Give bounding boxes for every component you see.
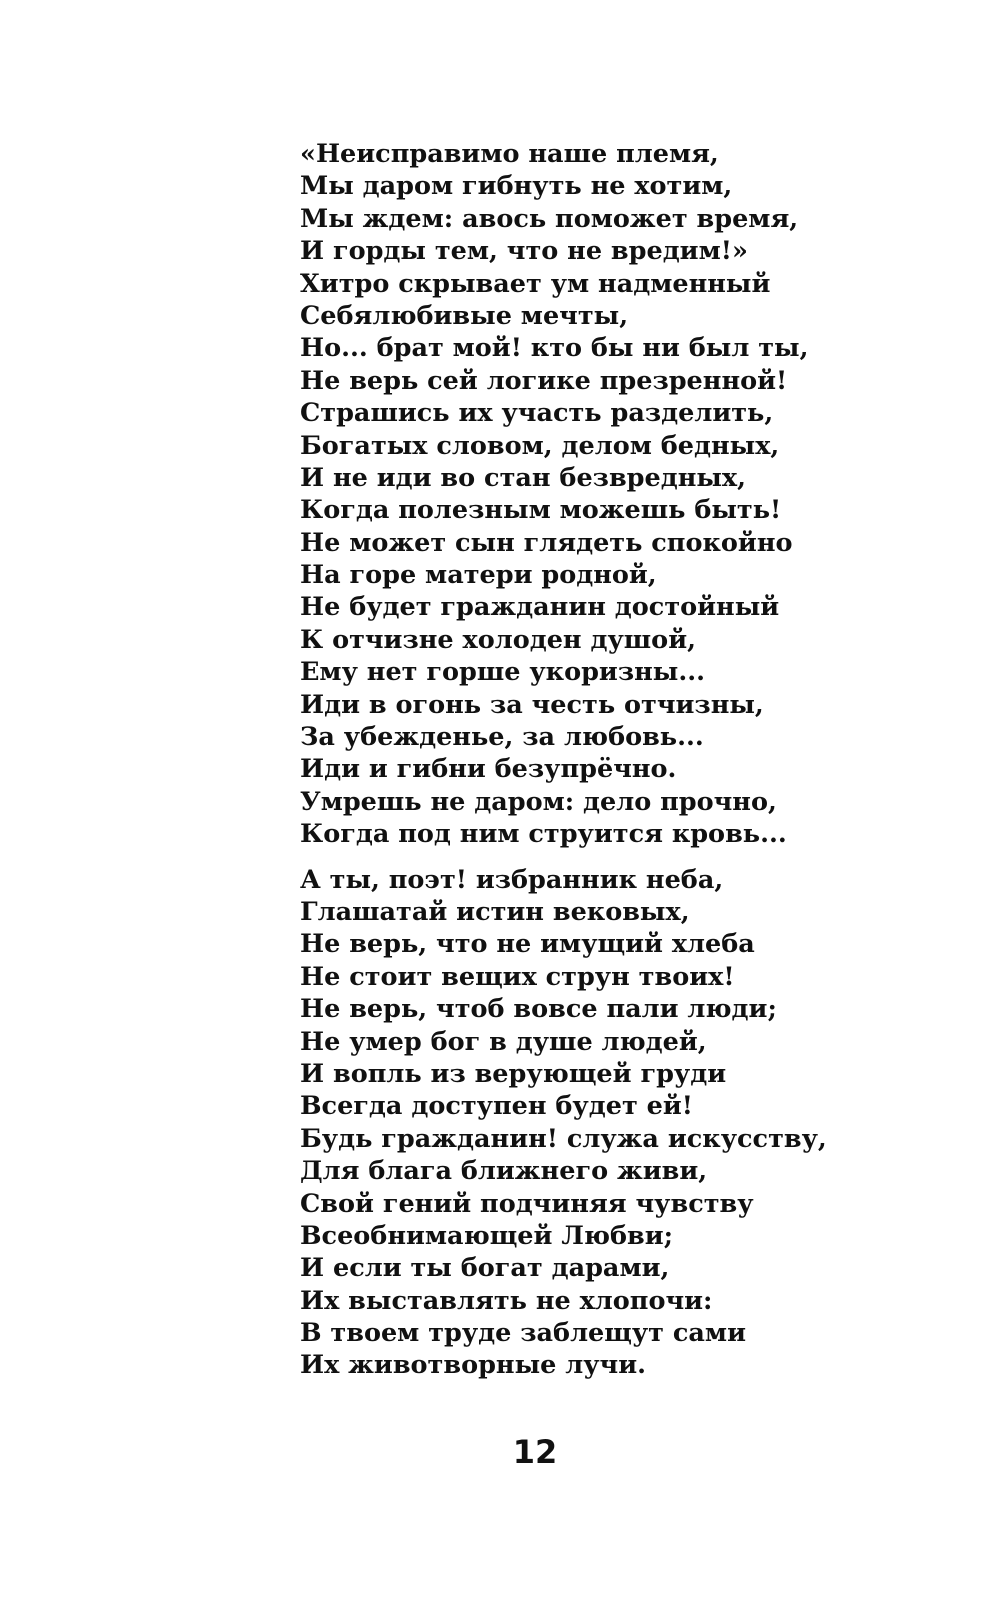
poem-line: Будь гражданин! служа искусству, [300,1123,827,1154]
poem-line: Хитро скрывает ум надменный [300,268,771,299]
poem-line: Не будет гражданин достойный [300,592,780,623]
poem-line: Иди в огонь за честь отчизны, [300,689,764,720]
poem-line: К отчизне холоден душой, [300,624,696,655]
poem-line: Себялюбивые мечты, [300,300,629,331]
poem-line: Страшись их участь разделить, [300,398,774,429]
poem-line: На горе матери родной, [300,560,657,591]
poem-line: Глашатай истин вековых, [300,896,690,927]
stanza-2 [300,864,940,1382]
poem-line: Умрешь не даром: дело прочно, [300,786,777,817]
poem-line: Всеобнимающей Любви; [300,1220,674,1251]
poem-line: И вопль из верующей груди [300,1058,727,1089]
poem-line: А ты, поэт! избранник неба, [300,864,724,895]
poem-line: И горды тем, что не вредим!» [300,236,748,267]
poem-line: Но... брат мой! кто бы ни был ты, [300,333,809,364]
poem-line: Когда под ним струится кровь... [300,819,787,850]
poem-line: Мы ждем: авось поможет время, [300,203,799,234]
poem-text [300,138,940,1382]
poem-line: Для блага ближнего живи, [300,1156,708,1187]
page-number: 12 [512,1433,558,1471]
poem-line: Мы даром гибнуть не хотим, [300,171,733,202]
poem-line: Когда полезным можешь быть! [300,495,782,526]
poem-line: Богатых словом, делом бедных, [300,430,780,461]
poem-line: Не умер бог в душе людей, [300,1026,707,1057]
poem-line: Не верь сей логике презренной! [300,365,788,396]
poem-line: За убежденье, за любовь... [300,722,704,753]
poem-line: И если ты богат дарами, [300,1253,670,1284]
poem-line: Не может сын глядеть спокойно [300,527,793,558]
poem-line: И не иди во стан безвредных, [300,462,747,493]
poem-line: Ему нет горше укоризны... [300,657,705,688]
poem-line: Их животворные лучи. [300,1350,647,1381]
poem-line: «Неисправимо наше племя, [300,139,719,169]
poem-line: Их выставлять не хлопочи: [300,1285,713,1316]
poem-line: В твоем труде заблещут сами [300,1318,746,1349]
poem-line: Иди и гибни безупрёчно. [300,754,677,785]
poem-line: Не стоит вещих струн твоих! [300,961,735,992]
poem-line: Всегда доступен будет ей! [300,1091,693,1122]
stanza-1 [300,138,940,851]
poem-line: Не верь, что не имущий хлеба [300,929,755,960]
poem-line: Не верь, чтоб вовсе пали люди; [300,994,777,1025]
poem-line: Свой гений подчиняя чувству [300,1188,754,1219]
